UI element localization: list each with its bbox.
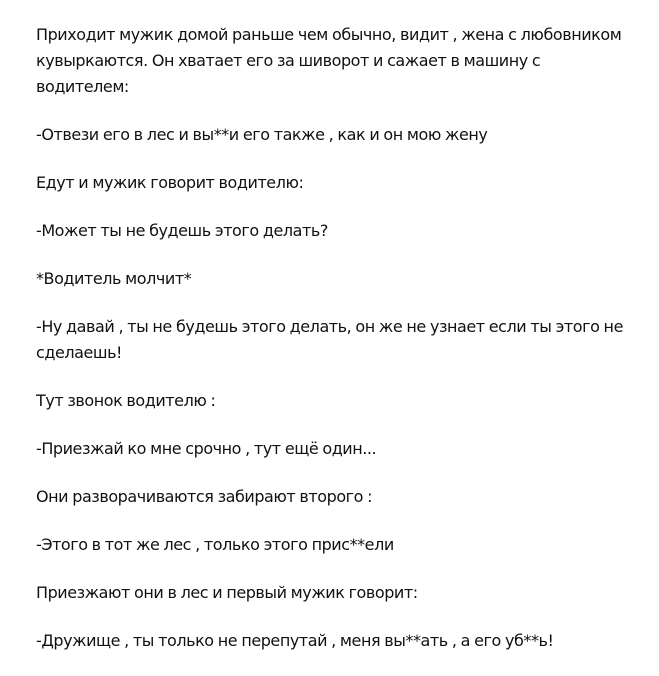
paragraph-order: -Отвези его в лес и вы**и его также , как и он мою жену xyxy=(36,125,488,144)
paragraph-pickup: Они разворачиваются забирают второго : xyxy=(36,487,373,506)
paragraph-punchline: -Дружище , ты только не перепутай , меня вы**ать , а его уб**ь! xyxy=(36,631,554,650)
paragraph-silence: *Водитель молчит* xyxy=(36,269,192,288)
paragraph-call-content: -Приезжай ко мне срочно , тут ещё один... xyxy=(36,439,377,458)
paragraph-question: -Может ты не будешь этого делать? xyxy=(36,221,328,240)
paragraph-second-order: -Этого в тот же лес , только этого прис**ели xyxy=(36,535,394,554)
paragraph-driving: Едут и мужик говорит водителю: xyxy=(36,173,304,192)
joke-text xyxy=(36,22,636,676)
paragraph-arrival: Приезжают они в лес и первый мужик говорит: xyxy=(36,583,418,602)
paragraph-call: Тут звонок водителю : xyxy=(36,391,216,410)
paragraph-plea: -Ну давай , ты не будешь этого делать, он же не узнает если ты этого не сделаешь! xyxy=(36,317,623,362)
paragraph-intro: Приходит мужик домой раньше чем обычно, видит , жена с любовником кувыркаются. Он хватает его за шиворот и сажает в машину с водителем: xyxy=(36,25,622,96)
